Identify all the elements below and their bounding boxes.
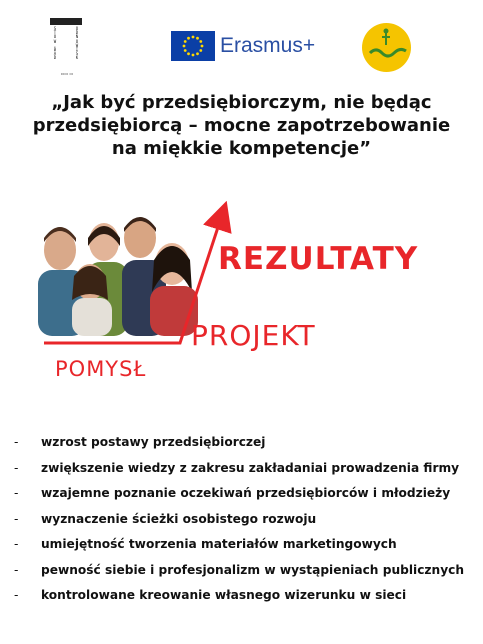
list-item	[14, 510, 474, 536]
erasmus-label: Erasmus+	[220, 34, 316, 57]
list-item-text: wzajemne poznanie oczekiwań przedsiębiorców i młodzieży	[41, 486, 451, 500]
dash: -	[14, 562, 19, 577]
title-line: na miękkie kompetencje”	[111, 138, 372, 159]
eu-flag-icon	[171, 31, 215, 61]
page-title	[20, 91, 463, 160]
benefits-list	[14, 433, 474, 612]
label-pomysl: POMYSŁ	[55, 357, 147, 381]
dash: -	[14, 435, 19, 449]
label-rezultaty: REZULTATY	[218, 241, 419, 277]
list-item-text: wzrost postawy przedsiębiorczej	[41, 435, 266, 449]
list-item-text: kontrolowane kreowanie własnego wizerunku w sieci	[41, 588, 407, 602]
title-line: „Jak być przedsiębiorczym, nie będąc	[51, 92, 432, 113]
list-item-text: zwiększenie wiedzy z zakresu zakładaniai prowadzenia firmy	[41, 460, 460, 475]
list-item-text: wyznaczenie ścieżki osobistego rozwoju	[41, 511, 317, 526]
dash: -	[14, 588, 19, 602]
list-item	[14, 561, 474, 587]
list-item	[14, 433, 474, 459]
title-line: przedsiębiorcą – mocne zapotrzebowanie	[32, 115, 451, 136]
partner-logo	[362, 23, 411, 72]
list-item	[14, 459, 474, 485]
label-projekt: PROJEKT	[191, 319, 316, 352]
list-item	[14, 586, 474, 612]
dash: -	[14, 486, 19, 500]
list-item-text: pewność siebie i profesjonalizm w wystąpieniach publicznych	[41, 562, 465, 577]
dash: -	[14, 537, 19, 551]
list-item	[14, 484, 474, 510]
list-item-text: umiejętność tworzenia materiałów marketingowych	[41, 537, 397, 551]
list-item	[14, 535, 474, 561]
association-logo: S T O W . B A D O D N O W I S K ▭▭ ▭	[44, 18, 88, 76]
dash: -	[14, 460, 19, 475]
dash: -	[14, 511, 19, 526]
group-photo	[32, 202, 202, 336]
logo-bar	[0, 0, 483, 90]
